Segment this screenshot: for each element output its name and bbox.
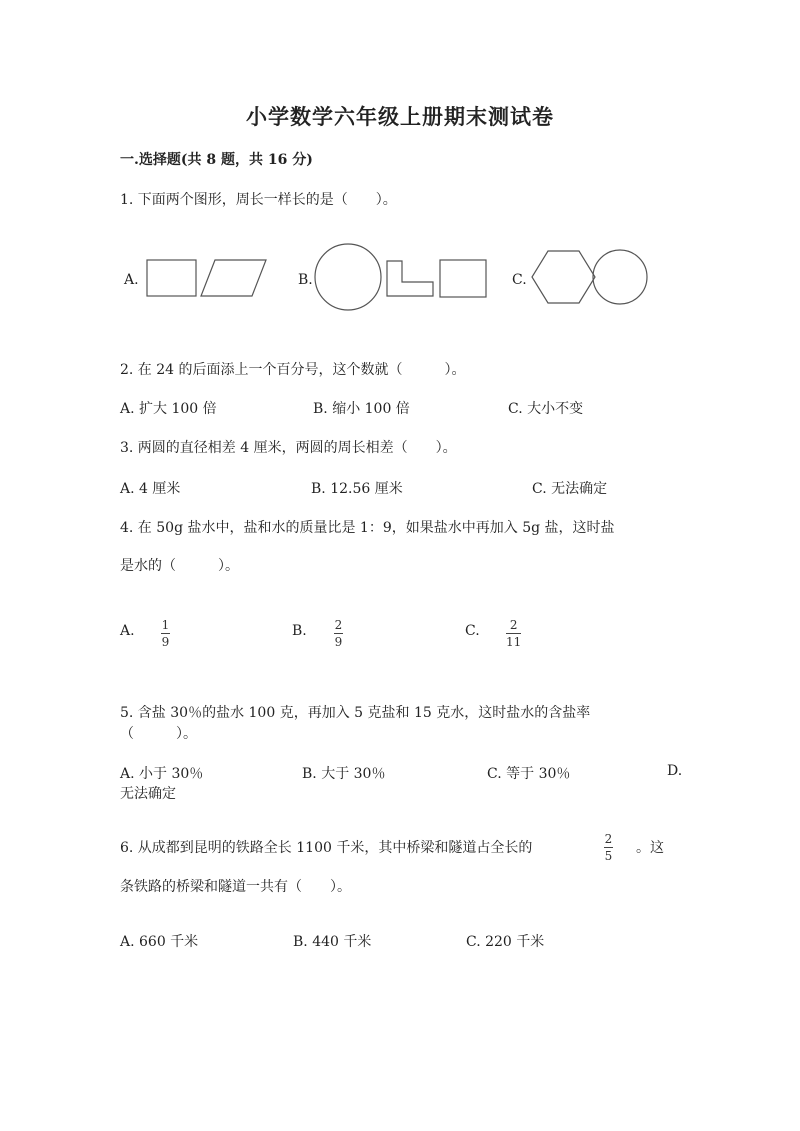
question-2-stem: 2. 在 24 的后面添上一个百分号，这个数就（ ）。 <box>120 362 466 378</box>
q4-option-a-label: A. <box>120 623 135 639</box>
q6-fraction-denominator: 5 <box>604 849 613 863</box>
q5-option-d-label: D. <box>667 763 683 779</box>
q4-option-c-denominator: 11 <box>506 635 522 649</box>
q1-b-circle-shape <box>315 244 381 310</box>
q4-option-b-label: B. <box>292 623 307 639</box>
q4-option-a-denominator: 9 <box>161 635 170 649</box>
q4-option-c-numerator: 2 <box>509 618 518 632</box>
q2-option-c: C. 大小不变 <box>508 401 584 417</box>
q1-c-circle-shape <box>593 250 647 304</box>
q1-c-hexagon-shape <box>532 251 595 303</box>
question-4-stem-line2: 是水的（ ）。 <box>120 558 239 574</box>
q1-a-parallelogram-shape <box>201 260 266 296</box>
q6-option-a: A. 660 千米 <box>120 934 199 950</box>
q1-b-rectangle-shape <box>440 260 486 297</box>
question-1-stem: 1. 下面两个图形，周长一样长的是（ ）。 <box>120 192 397 208</box>
q5-option-d-text: 无法确定 <box>120 786 176 802</box>
q4-option-a-numerator: 1 <box>161 618 170 632</box>
q3-option-b: B. 12.56 厘米 <box>311 481 403 497</box>
question-3-stem: 3. 两圆的直径相差 4 厘米，两圆的周长相差（ ）。 <box>120 440 457 456</box>
q6-fraction-numerator: 2 <box>604 832 613 846</box>
question-6-stem-line2: 条铁路的桥梁和隧道一共有（ ）。 <box>120 879 351 895</box>
q4-option-b-denominator: 9 <box>334 635 343 649</box>
q3-option-c: C. 无法确定 <box>532 481 608 497</box>
q3-option-a: A. 4 厘米 <box>120 481 181 497</box>
q5-option-a: A. 小于 30％ <box>120 766 204 782</box>
q6-option-b: B. 440 千米 <box>293 934 372 950</box>
q1-a-square-shape <box>147 260 196 296</box>
q1-option-a-label: A. <box>124 272 139 288</box>
q4-option-a-fraction <box>161 618 170 649</box>
q5-option-c: C. 等于 30％ <box>487 766 571 782</box>
q2-option-a: A. 扩大 100 倍 <box>120 401 217 417</box>
q1-option-b-label: B. <box>298 272 313 288</box>
section-heading: 一.选择题(共 8 题，共 16 分) <box>120 152 313 168</box>
question-5-stem-line2: （ ）。 <box>120 726 197 742</box>
question-6-stem-line1-end: 。这 <box>636 840 664 856</box>
q2-option-b: B. 缩小 100 倍 <box>313 401 410 417</box>
q4-option-c-fraction <box>506 618 521 649</box>
q1-option-c-label: C. <box>512 272 527 288</box>
question-4-stem-line1: 4. 在 50g 盐水中，盐和水的质量比是 1：9，如果盐水中再加入 5g 盐，这时盐 <box>120 520 615 536</box>
question-5-stem-line1: 5. 含盐 30％的盐水 100 克，再加入 5 克盐和 15 克水，这时盐水的含盐率 <box>120 705 591 721</box>
q4-option-b-numerator: 2 <box>334 618 343 632</box>
q6-inline-fraction <box>604 832 613 863</box>
q5-option-b: B. 大于 30％ <box>302 766 386 782</box>
q1-b-l-shape <box>387 261 433 296</box>
page-title: 小学数学六年级上册期末测试卷 <box>246 104 554 129</box>
q4-option-b-fraction <box>334 618 343 649</box>
q4-option-c-label: C. <box>465 623 480 639</box>
question-6-stem-line1: 6. 从成都到昆明的铁路全长 1100 千米，其中桥梁和隧道占全长的 <box>120 840 533 856</box>
q6-option-c: C. 220 千米 <box>466 934 545 950</box>
